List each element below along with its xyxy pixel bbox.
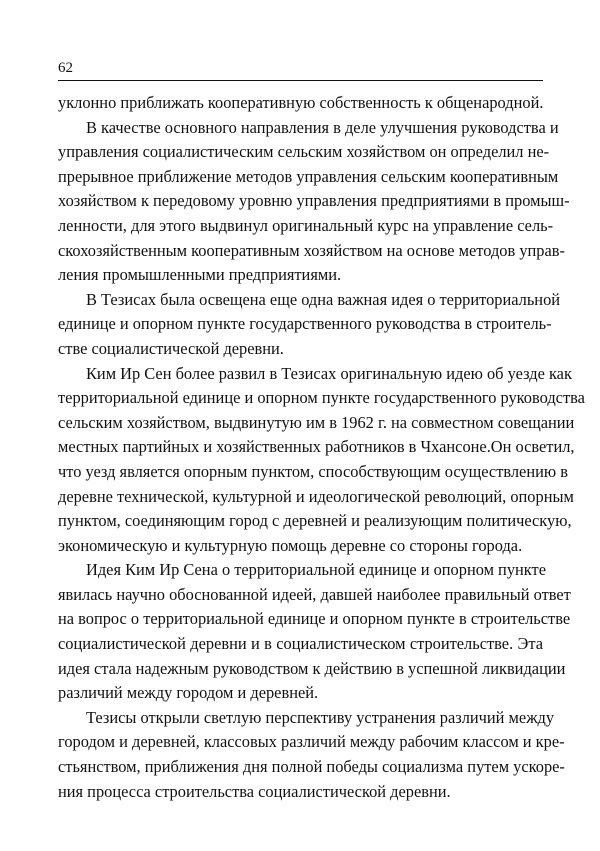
text-line: ления промышленными предприятиями. [58,265,342,285]
paragraph-2 [58,116,570,288]
text-line: на вопрос о территориальной единице и опорном пункте в строительстве [58,609,571,629]
text-line: уклонно приближать кооперативную собственность к общенародной. [58,93,544,112]
text-line: деревне технической, культурной и идеологической революций, опорным [58,486,574,506]
paragraph-5 [58,558,571,706]
document-page [58,58,585,804]
text-line: идея стала надежным руководством к действию в успешной ликвидации [58,658,566,678]
text-line: В качестве основного направления в деле улучшения руководства и [86,117,559,137]
text-line: городом и деревней, классовых различий между рабочим классом и кре- [58,732,565,752]
text-line: управления социалистическим сельским хозяйством он определил не- [58,142,550,162]
body-text [58,91,585,804]
text-line: В Тезисах была освещена еще одна важная идея о территориальной [86,289,561,309]
text-line: экономическую и культурную помощь деревне со стороны города. [58,535,523,555]
text-line: ния процесса строительства социалистической деревни. [58,781,451,801]
text-line: стьянством, приближения дня полной победы социализма путем ускоре- [58,757,565,777]
page-number: 62 [58,60,73,76]
text-line: прерывное приближение методов управления сельским кооперативным [58,166,559,186]
text-line: Ким Ир Сен более развил в Тезисах оригинальную идею об уезде как [86,363,572,383]
text-line: территориальной единице и опорном пункте государственного руководства [58,388,585,408]
text-line: различий между городом и деревней. [58,683,319,703]
header-rule [58,80,543,81]
paragraph-3 [58,288,561,362]
text-line: местных партийных и хозяйственных работников в Чхансоне.Он осветил, [58,437,575,457]
text-line: единице и опорном пункте государственного руководства в строитель- [58,314,552,334]
text-line: сельским хозяйством, выдвинутую им в 1962 г. на совместном совещании [58,412,575,432]
text-line: Идея Ким Ир Сена о территориальной единице и опорном пункте [86,560,546,580]
paragraph-4 [58,362,585,559]
text-line: скохозяйственным кооперативным хозяйством на основе методов управ- [58,240,565,260]
paragraph-6 [58,706,565,804]
text-line: стве социалистической деревни. [58,338,284,358]
paragraph-1 [58,91,543,116]
text-line: социалистической деревни и в социалистическом строительстве. Эта [58,634,543,654]
text-line: Тезисы открыли светлую перспективу устранения различий между [86,707,555,727]
text-line: хозяйством к передовому уровню управления предприятиями в промыш- [58,191,570,211]
text-line: явилась научно обоснованной идеей, давшей наиболее правильный ответ [58,584,571,604]
text-line: ленности, для этого выдвинул оригинальный курс на управление сель- [58,215,554,235]
text-line: что уезд является опорным пунктом, способствующим осуществлению в [58,461,568,481]
text-line: пунктом, соединяющим город с деревней и реализующим политическую, [58,511,572,531]
